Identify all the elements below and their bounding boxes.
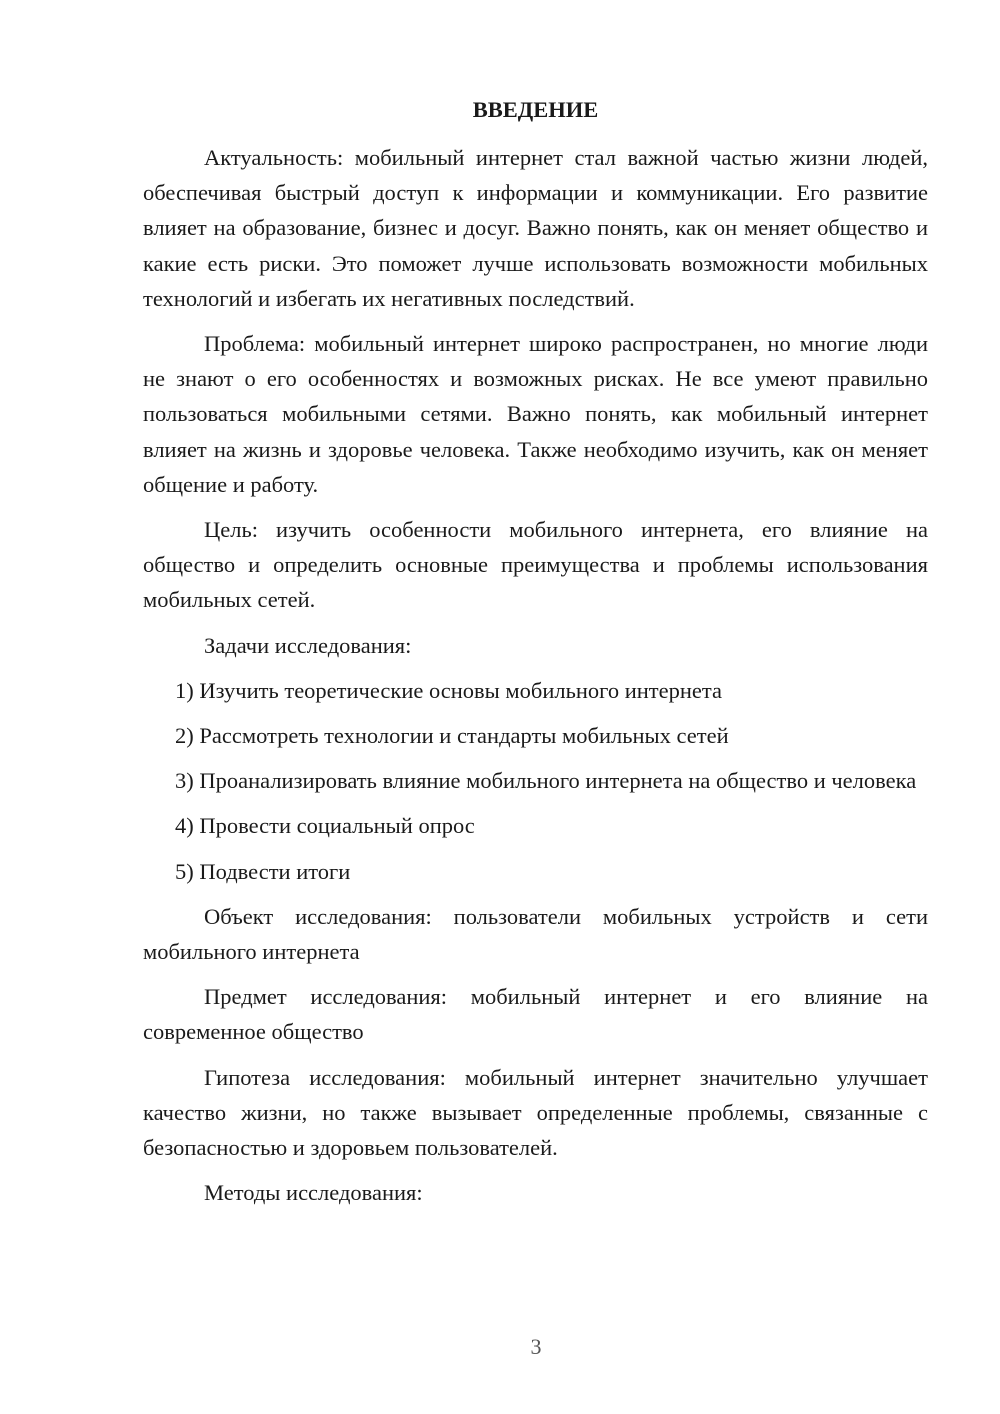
task-item-3: 3) Проанализировать влияние мобильного интернета на общество и человека [175, 768, 917, 794]
page-title: ВВЕДЕНИЕ [472, 97, 599, 122]
object-paragraph: Объект исследования: пользователи мобильных устройств и сети мобильного интернета [143, 903, 928, 965]
task-item-2: 2) Рассмотреть технологии и стандарты мобильных сетей [175, 723, 729, 749]
goal-paragraph: Цель: изучить особенности мобильного интернета, его влияние на общество и определить основные преимущества и проблемы использования мобильных сетей. [143, 517, 928, 613]
task-item-5: 5) Подвести итоги [175, 858, 351, 884]
problem-paragraph: Проблема: мобильный интернет широко распространен, но многие люди не знают о его особенностях и возможных рисках. Не все умеют правильно пользоваться мобильными сетями. Важно понять, как мобильный интернет влияет на жизнь и здоровье человека. Также необходимо изучить, как он меняет общение и работу. [143, 331, 928, 497]
task-item-1: 1) Изучить теоретические основы мобильного интернета [175, 677, 722, 703]
subject-paragraph: Предмет исследования: мобильный интернет и его влияние на современное общество [143, 984, 928, 1045]
methods-title: Методы исследования: [204, 1180, 423, 1206]
tasks-title: Задачи исследования: [204, 632, 412, 658]
page-content [143, 92, 928, 1220]
hypothesis-paragraph: Гипотеза исследования: мобильный интернет значительно улучшает качество жизни, но также вызывает определенные проблемы, связанные с безопасностью и здоровьем пользователей. [143, 1064, 928, 1161]
relevance-paragraph: Актуальность: мобильный интернет стал важной частью жизни людей, обеспечивая быстрый доступ к информации и коммуникации. Его развитие влияет на образование, бизнес и досуг. Важно понять, как он меняет общество и какие есть риски. Это поможет лучше использовать возможности мобильных технологий и избегать их негативных последствий. [143, 145, 928, 311]
task-item-4: 4) Провести социальный опрос [175, 813, 475, 839]
page-number: 3 [530, 1334, 542, 1359]
